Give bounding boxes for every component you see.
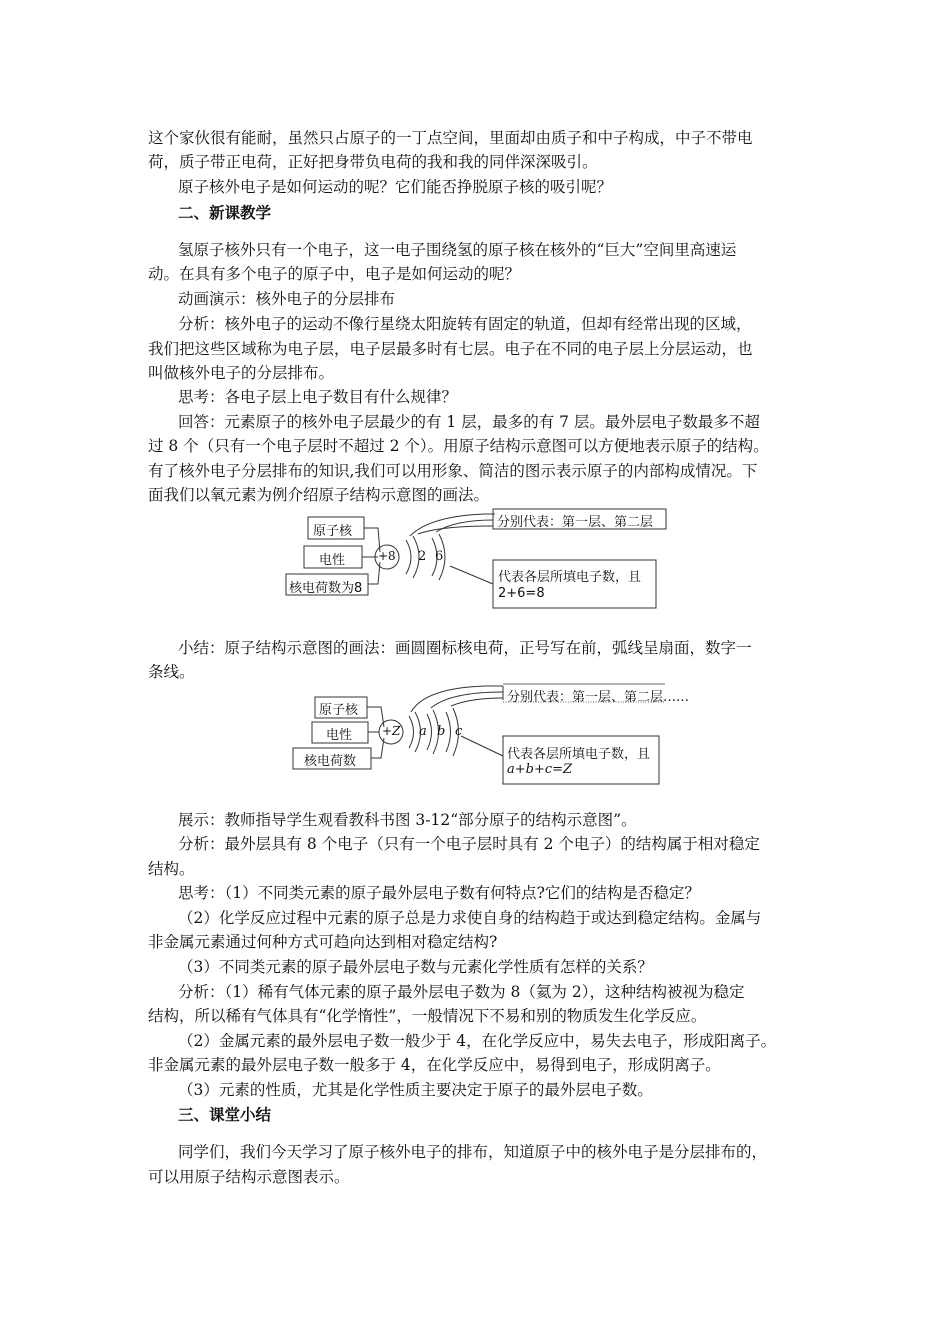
shell-a-electrons: a	[419, 724, 427, 739]
text-line: 动。在具有多个电子的原子中，电子是如何运动的呢？	[148, 265, 521, 283]
text-line: 有了核外电子分层排布的知识,我们可以用形象、简洁的图示表示原子的内部构成情况。下	[148, 462, 758, 480]
text-line: 非金属元素通过何种方式可趋向达到相对稳定结构?	[148, 933, 498, 951]
text-line: （3）元素的性质，尤其是化学性质主要决定于原子的最外层电子数。	[178, 1081, 653, 1099]
text-line: 分析：（1）稀有气体元素的原子最外层电子数为 8（氦为 2），这种结构被视为稳定	[178, 983, 745, 1001]
electrons-label-line1: 代表各层所填电子数，且	[507, 747, 651, 762]
general-structure-diagram	[285, 680, 690, 785]
text-line: 结构，所以稀有气体具有“化学惰性”，一般情况下不易和别的物质发生化学反应。	[148, 1007, 707, 1025]
text-line: （2）金属元素的最外层电子数一般少于 4，在化学反应中，易失去电子，形成阳离子。	[178, 1032, 777, 1050]
layers-label: 分别代表：第一层、第二层	[497, 515, 654, 530]
text-line: （2）化学反应过程中元素的原子总是力求使自身的结构趋于或达到稳定结构。金属与	[178, 909, 762, 927]
section-heading-new-lesson: 二、新课教学	[178, 203, 272, 222]
text-line: 荷，质子带正电荷，正好把身带负电荷的我和我的同伴深深吸引。	[148, 153, 598, 171]
oxygen-structure-diagram	[280, 508, 670, 613]
nucleus-charge-value: +Z	[382, 724, 401, 738]
text-line: 小结：原子结构示意图的画法：画圆圈标核电荷，正号写在前，弧线呈扇面，数字一	[178, 639, 752, 657]
text-line: 原子核外电子是如何运动的呢？它们能否挣脱原子核的吸引呢？	[178, 178, 613, 196]
shell-1-electrons: 2	[418, 549, 427, 564]
nucleus-label: 原子核	[313, 524, 353, 539]
text-line: 同学们，我们今天学习了原子核外电子的排布，知道原子中的核外电子是分层排布的，	[178, 1143, 768, 1161]
shell-b-electrons: b	[437, 724, 446, 739]
text-line: 非金属元素的最外层电子数一般多于 4，在化学反应中，易得到电子，形成阴离子。	[148, 1056, 721, 1074]
charge-count-label: 核电荷数	[304, 754, 357, 769]
text-line: 结构。	[148, 860, 195, 878]
text-line: 回答：元素原子的核外电子层最少的有 1 层，最多的有 7 层。最外层电子数最多不超	[178, 413, 760, 431]
text-line: 分析：最外层具有 8 个电子（只有一个电子层时具有 2 个电子）的结构属于相对稳定	[178, 835, 760, 853]
text-line: 思考：（1）不同类元素的原子最外层电子数有何特点?它们的结构是否稳定？	[178, 884, 700, 902]
text-line: 可以用原子结构示意图表示。	[148, 1168, 350, 1186]
charge-label: 电性	[319, 553, 346, 568]
text-line: 叫做核外电子的分层排布。	[148, 364, 335, 382]
text-line: 展示：教师指导学生观看教科书图 3-12“部分原子的结构示意图”。	[178, 811, 637, 829]
text-line: 我们把这些区域称为电子层，电子层最多时有七层。电子在不同的电子层上分层运动，也	[148, 340, 753, 358]
text-line: 思考：各电子层上电子数目有什么规律？	[178, 388, 458, 406]
section-heading-summary: 三、课堂小结	[178, 1105, 272, 1124]
text-line: 这个家伙很有能耐，虽然只占原子的一丁点空间，里面却由质子和中子构成，中子不带电	[148, 129, 753, 147]
text-line: 条线。	[148, 663, 195, 681]
charge-count-label: 核电荷数为8	[289, 581, 363, 596]
text-line: （3）不同类元素的原子最外层电子数与元素化学性质有怎样的关系？	[178, 958, 653, 976]
electrons-label-line2: a+b+c=Z	[507, 762, 573, 777]
electrons-label-line2: 2+6=8	[498, 586, 545, 601]
text-line: 过 8 个（只有一个电子层时不超过 2 个）。用原子结构示意图可以方便地表示原子的结构。	[148, 437, 769, 455]
text-line: 面我们以氧元素为例介绍原子结构示意图的画法。	[148, 486, 490, 504]
shell-c-electrons: c	[455, 724, 463, 739]
text-line: 分析：核外电子的运动不像行星绕太阳旋转有固定的轨道，但却有经常出现的区域，	[178, 315, 752, 333]
charge-label: 电性	[326, 728, 353, 743]
text-line: 氢原子核外只有一个电子，这一电子围绕氢的原子核在核外的“巨大”空间里高速运	[178, 241, 737, 259]
shell-2-electrons: 6	[435, 549, 444, 564]
electrons-label-line1: 代表各层所填电子数，且	[498, 570, 642, 585]
text-line: 动画演示：核外电子的分层排布	[178, 290, 396, 308]
layers-label: 分别代表：第一层、第二层……	[507, 690, 690, 705]
nucleus-charge-value: +8	[378, 549, 396, 563]
nucleus-label: 原子核	[319, 703, 359, 718]
